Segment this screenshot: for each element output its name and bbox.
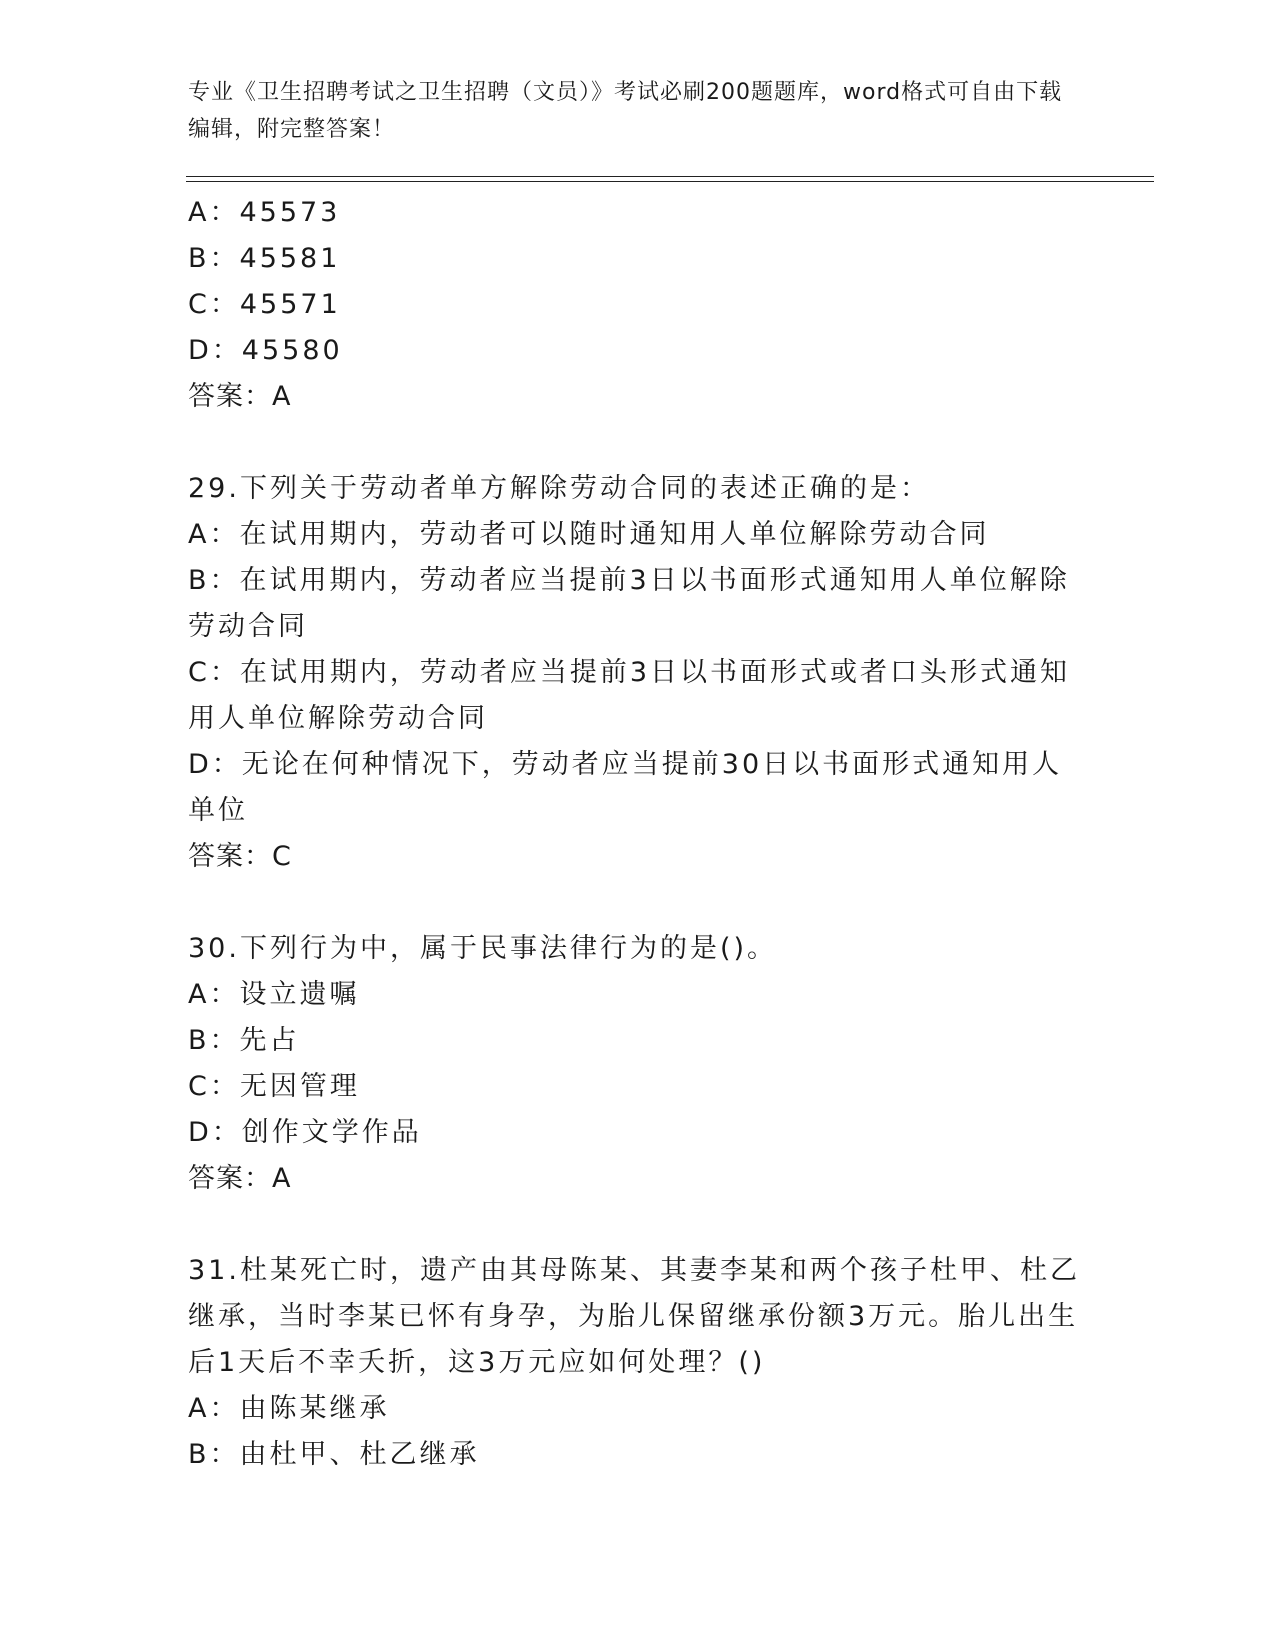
question-stem: 29.下列关于劳动者单方解除劳动合同的表述正确的是： <box>188 473 930 504</box>
option-b: B：先占 <box>188 1025 300 1056</box>
header-rule-top <box>186 176 1154 177</box>
answer-line: 答案：C <box>188 841 292 872</box>
question-30 <box>188 926 1088 1202</box>
question-stem: 31.杜某死亡时，遗产由其母陈某、其妻李某和两个孩子杜甲、杜乙继承，当时李某已怀有身孕，为胎儿保留继承份额3万元。胎儿出生后1天后不幸夭折，这3万元应如何处理？() <box>188 1255 1080 1378</box>
spacer <box>188 420 1088 466</box>
option-a: A：设立遗嘱 <box>188 979 360 1010</box>
option-a: A：由陈某继承 <box>188 1393 390 1424</box>
answer-line: 答案：A <box>188 1163 292 1194</box>
option-b: B：45581 <box>188 243 341 274</box>
spacer <box>188 1202 1088 1248</box>
option-a: A：在试用期内，劳动者可以随时通知用人单位解除劳动合同 <box>188 519 990 550</box>
option-a: A：45573 <box>188 197 341 228</box>
page-header: 专业《卫生招聘考试之卫生招聘（文员）》考试必刷200题题库，word格式可自由下载编辑，附完整答案！ <box>188 80 1063 142</box>
option-c: C：45571 <box>188 289 341 320</box>
option-b: B：在试用期内，劳动者应当提前3日以书面形式通知用人单位解除劳动合同 <box>188 565 1070 642</box>
option-d: D：无论在何种情况下，劳动者应当提前30日以书面形式通知用人单位 <box>188 749 1063 826</box>
option-b: B：由杜甲、杜乙继承 <box>188 1439 480 1470</box>
header-rule-bottom <box>186 181 1154 182</box>
option-c: C：在试用期内，劳动者应当提前3日以书面形式或者口头形式通知用人单位解除劳动合同 <box>188 657 1071 734</box>
answer-line: 答案：A <box>188 381 292 412</box>
option-d: D：45580 <box>188 335 343 366</box>
question-29 <box>188 466 1088 880</box>
option-c: C：无因管理 <box>188 1071 360 1102</box>
option-d: D：创作文学作品 <box>188 1117 422 1148</box>
prev-question-block <box>188 190 1088 420</box>
question-31 <box>188 1248 1088 1478</box>
question-content <box>188 190 1088 1478</box>
spacer <box>188 880 1088 926</box>
question-stem: 30.下列行为中，属于民事法律行为的是()。 <box>188 933 778 964</box>
